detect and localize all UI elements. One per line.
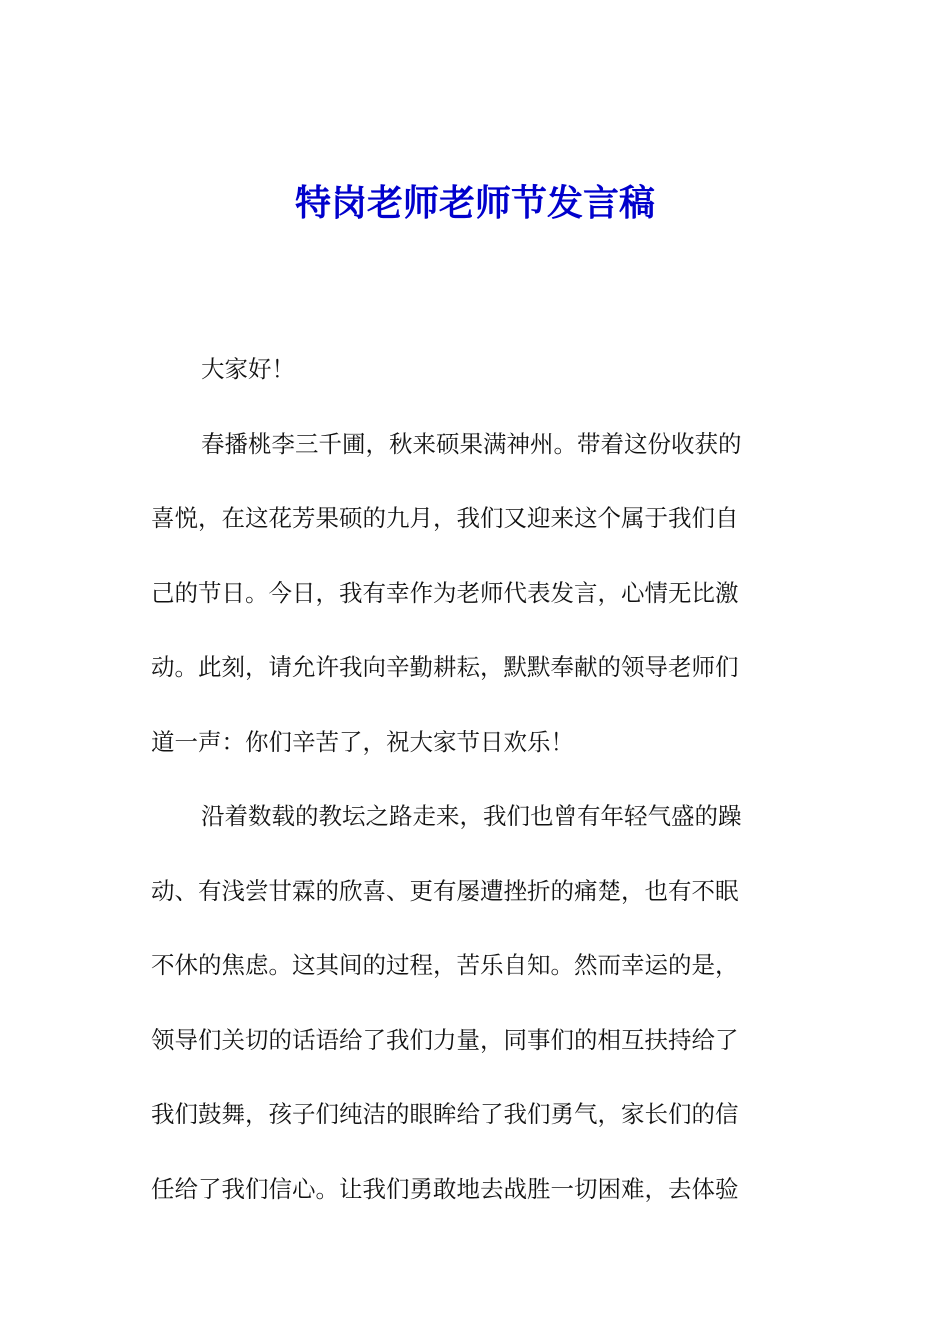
text-line: 领导们关切的话语给了我们力量，同事们的相互扶持给了 (151, 1025, 739, 1054)
document-body (151, 332, 791, 1226)
text-line: 喜悦，在这花芳果硕的九月，我们又迎来这个属于我们自 (151, 504, 739, 532)
text-line: 己的节日。今日，我有幸作为老师代表发言，心情无比激 (151, 578, 739, 607)
text-line: 动。此刻，请允许我向辛勤耕耘，默默奉献的领导老师们 (151, 653, 739, 681)
text-line: 我们鼓舞，孩子们纯洁的眼眸给了我们勇气，家长们的信 (151, 1100, 739, 1128)
text-line: 沿着数载的教坛之路走来，我们也曾有年轻气盛的躁 (201, 802, 742, 830)
text-line: 动、有浅尝甘霖的欣喜、更有屡遭挫折的痛楚，也有不眠 (151, 876, 739, 905)
text-line: 春播桃李三千圃，秋来硕果满神州。带着这份收获的 (201, 429, 742, 458)
text-line: 不休的焦虑。这其间的过程，苦乐自知。然而幸运的是， (151, 951, 739, 979)
text-line: 任给了我们信心。让我们勇敢地去战胜一切困难，去体验 (151, 1174, 739, 1203)
document-title: 特岗老师老师节发言稿 (294, 182, 655, 224)
greeting-line: 大家好！ (201, 355, 295, 383)
text-line: 道一声：你们辛苦了，祝大家节日欢乐！ (151, 727, 574, 756)
